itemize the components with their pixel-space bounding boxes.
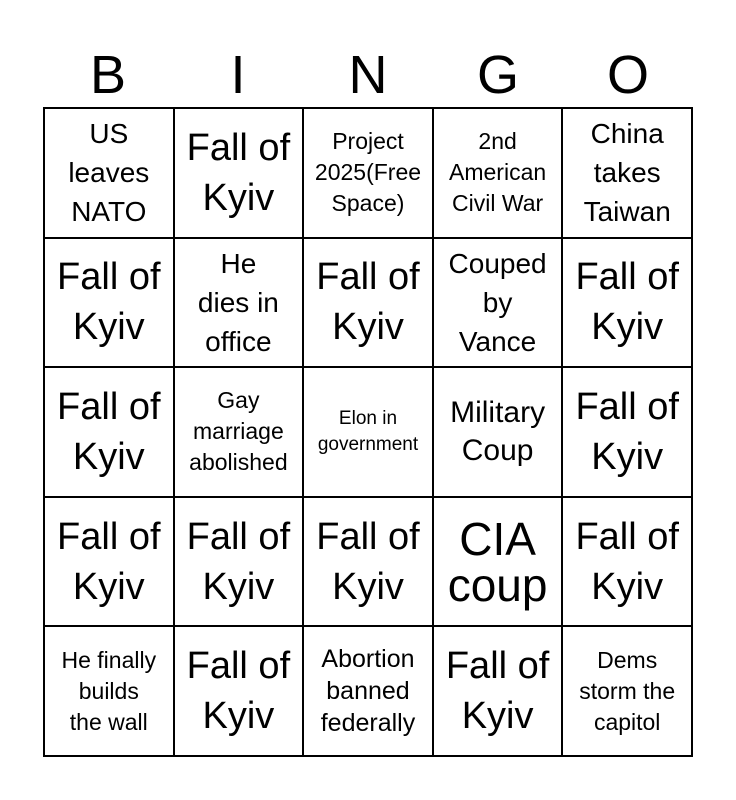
cell-text: Fall of Kyiv	[445, 645, 550, 738]
cell-text: Fall of Kyiv	[186, 645, 291, 738]
header-letter-i: I	[230, 45, 246, 105]
cell-text: Project 2025(Free Space)	[314, 128, 422, 217]
cell-text: Fall of Kyiv	[575, 515, 679, 608]
cell-text: China takes Taiwan	[583, 118, 671, 228]
header-letter-o: O	[606, 45, 649, 105]
bingo-cell-r5c5[interactable]	[563, 627, 693, 757]
header-letter-n: N	[348, 45, 388, 105]
bingo-cell-r2c4[interactable]	[434, 239, 564, 369]
cell-text: Fall of Kyiv	[316, 515, 420, 608]
cell-text: 2nd American Civil War	[449, 128, 547, 217]
bingo-cell-r5c2[interactable]	[175, 627, 305, 757]
cell-text: Gay marriage abolished	[189, 387, 288, 476]
bingo-cell-r4c1[interactable]	[45, 498, 175, 628]
bingo-cell-r5c3[interactable]	[304, 627, 434, 757]
bingo-board	[43, 107, 693, 757]
bingo-cell-r4c5[interactable]	[563, 498, 693, 628]
bingo-cell-r1c5[interactable]	[563, 109, 693, 239]
header-letter-b: B	[89, 45, 127, 105]
bingo-cell-r4c2[interactable]	[175, 498, 305, 628]
bingo-cell-r5c4[interactable]	[434, 627, 564, 757]
bingo-cell-r3c2[interactable]	[175, 368, 305, 498]
cell-text: Fall of Kyiv	[575, 385, 679, 478]
header-letter-g: G	[476, 45, 519, 105]
bingo-cell-r2c1[interactable]	[45, 239, 175, 369]
cell-text: Dems storm the capitol	[579, 646, 676, 735]
cell-text: Fall of Kyiv	[57, 385, 161, 478]
cell-text: US leaves NATO	[68, 118, 150, 228]
cell-text: Fall of Kyiv	[57, 256, 161, 349]
bingo-cell-r3c4[interactable]	[434, 368, 564, 498]
cell-text: Fall of Kyiv	[186, 515, 291, 608]
bingo-cell-r3c5[interactable]	[563, 368, 693, 498]
cell-text: CIA coup	[447, 512, 548, 611]
cell-text: Abortion banned federally	[320, 645, 416, 738]
bingo-header	[43, 44, 693, 106]
bingo-cell-r3c3[interactable]	[304, 368, 434, 498]
bingo-cell-r2c5[interactable]	[563, 239, 693, 369]
bingo-cell-r4c3[interactable]	[304, 498, 434, 628]
bingo-cell-r1c4[interactable]	[434, 109, 564, 239]
bingo-cell-r4c4[interactable]	[434, 498, 564, 628]
cell-text: Fall of Kyiv	[186, 126, 291, 219]
cell-text: Couped by Vance	[448, 247, 547, 357]
cell-text: He dies in office	[197, 247, 279, 357]
bingo-cell-r1c3[interactable]	[304, 109, 434, 239]
cell-text: He finally builds the wall	[61, 646, 157, 735]
bingo-cell-r2c2[interactable]	[175, 239, 305, 369]
cell-text: Elon in government	[317, 407, 419, 455]
bingo-cell-r3c1[interactable]	[45, 368, 175, 498]
cell-text: Fall of Kyiv	[316, 256, 420, 349]
cell-text: Military Coup	[450, 395, 546, 467]
cell-text: Fall of Kyiv	[57, 515, 161, 608]
bingo-cell-r1c2[interactable]	[175, 109, 305, 239]
bingo-cell-r5c1[interactable]	[45, 627, 175, 757]
bingo-cell-r2c3[interactable]	[304, 239, 434, 369]
bingo-cell-r1c1[interactable]	[45, 109, 175, 239]
cell-text: Fall of Kyiv	[575, 256, 679, 349]
